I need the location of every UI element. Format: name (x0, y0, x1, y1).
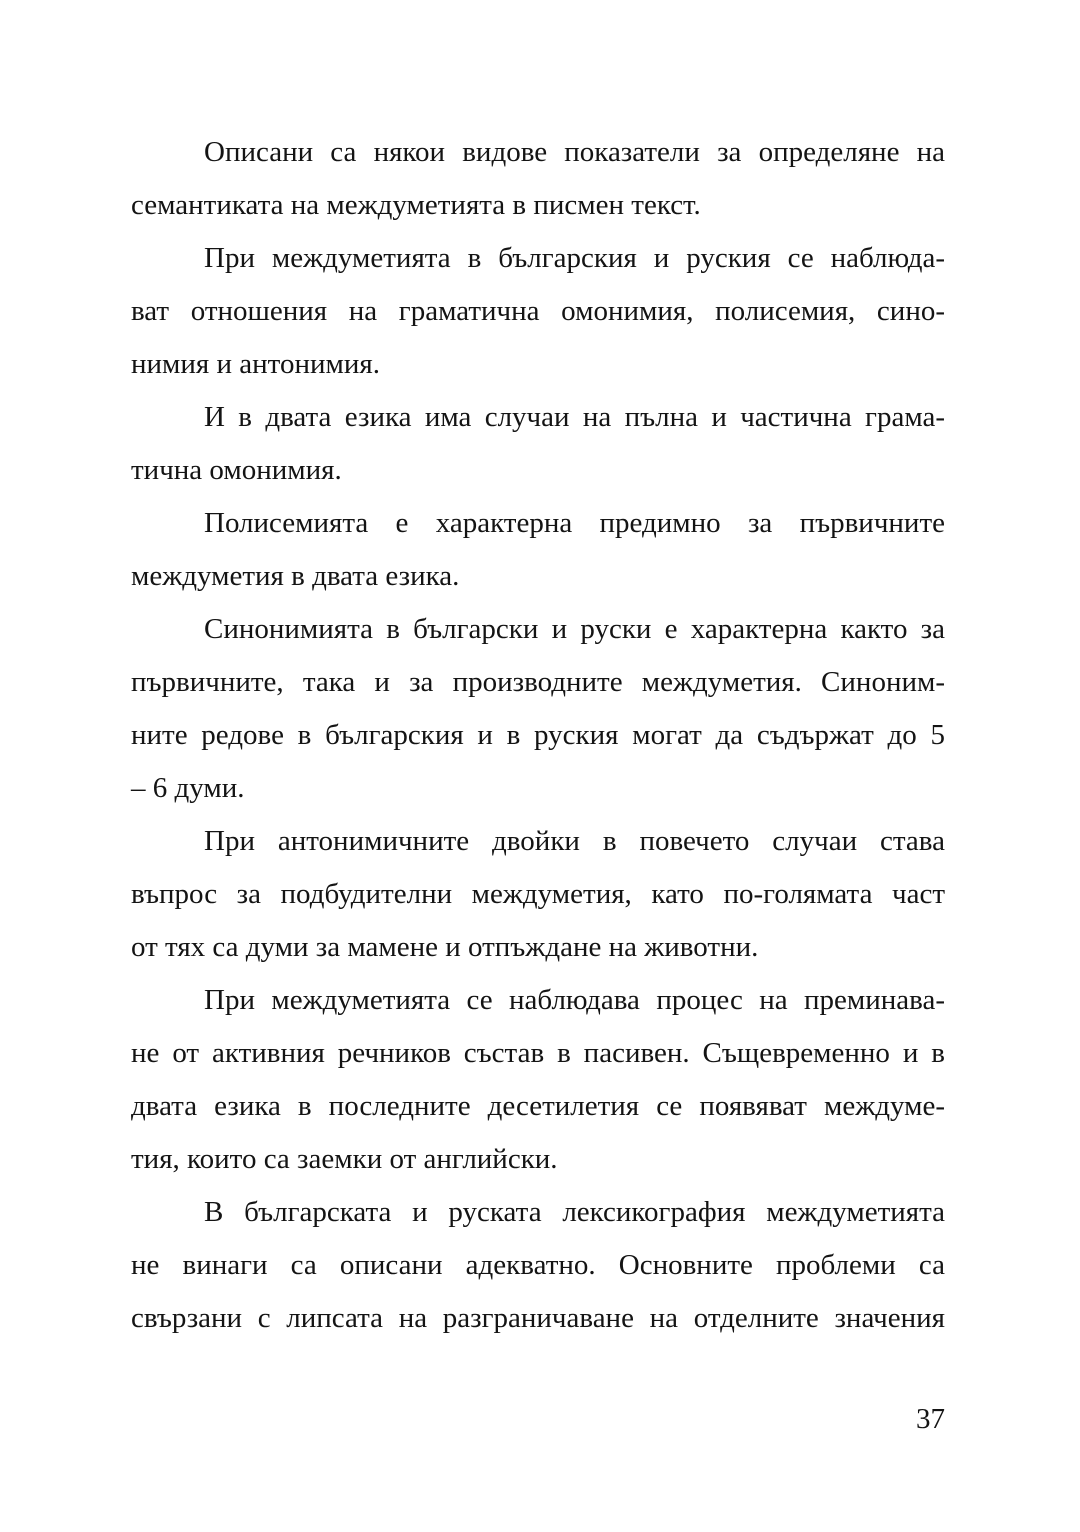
text-line: ните редове в българския и в руския могат да съдържат до 5 (131, 719, 945, 751)
paragraph-2 (131, 232, 945, 391)
paragraph-4 (131, 497, 945, 603)
text-line: Описани са някои видове показатели за определяне на (204, 136, 945, 168)
paragraph-6 (131, 815, 945, 974)
text-line: В българската и руската лексикография междуметията (204, 1196, 945, 1228)
text-line: нимия и антонимия. (131, 348, 380, 380)
text-line: Синонимията в български и руски е характерна както за (204, 613, 945, 645)
text-line: въпрос за подбудителни междуметия, като по-голямата част (131, 878, 945, 910)
text-line: Полисемията е характерна предимно за първичните (204, 507, 945, 539)
text-line: свързани с липсата на разграничаване на отделните значения (131, 1302, 945, 1334)
paragraph-3 (131, 391, 945, 497)
text-line: от тях са думи за мамене и отпъждане на животни. (131, 931, 759, 963)
text-line: не винаги са описани адекватно. Основните проблеми са (131, 1249, 945, 1281)
text-line: първичните, така и за производните междуметия. Синоним- (131, 666, 945, 698)
text-line: тия, които са заемки от английски. (131, 1143, 558, 1175)
text-line: междуметия в двата езика. (131, 560, 460, 592)
text-line: При междуметията се наблюдава процес на преминава- (204, 984, 945, 1016)
paragraph-7 (131, 974, 945, 1186)
text-line: ват отношения на граматична омонимия, полисемия, сино- (131, 295, 945, 327)
text-line: При междуметията в българския и руския се наблюда- (204, 242, 945, 274)
text-line: – 6 думи. (131, 772, 245, 804)
page-number: 37 (916, 1403, 945, 1435)
text-line: тична омонимия. (131, 454, 342, 486)
text-line: семантиката на междуметията в писмен текст. (131, 189, 701, 221)
paragraph-8 (131, 1186, 945, 1345)
paragraph-1 (131, 126, 945, 232)
text-line: не от активния речников състав в пасивен. Същевременно и в (131, 1037, 945, 1069)
text-line: При антонимичните двойки в повечето случаи става (204, 825, 945, 857)
text-line: двата езика в последните десетилетия се появяват междуме- (131, 1090, 945, 1122)
paragraph-5 (131, 603, 945, 815)
text-body (131, 126, 945, 1345)
text-line: И в двата езика има случаи на пълна и частична грама- (204, 401, 945, 433)
